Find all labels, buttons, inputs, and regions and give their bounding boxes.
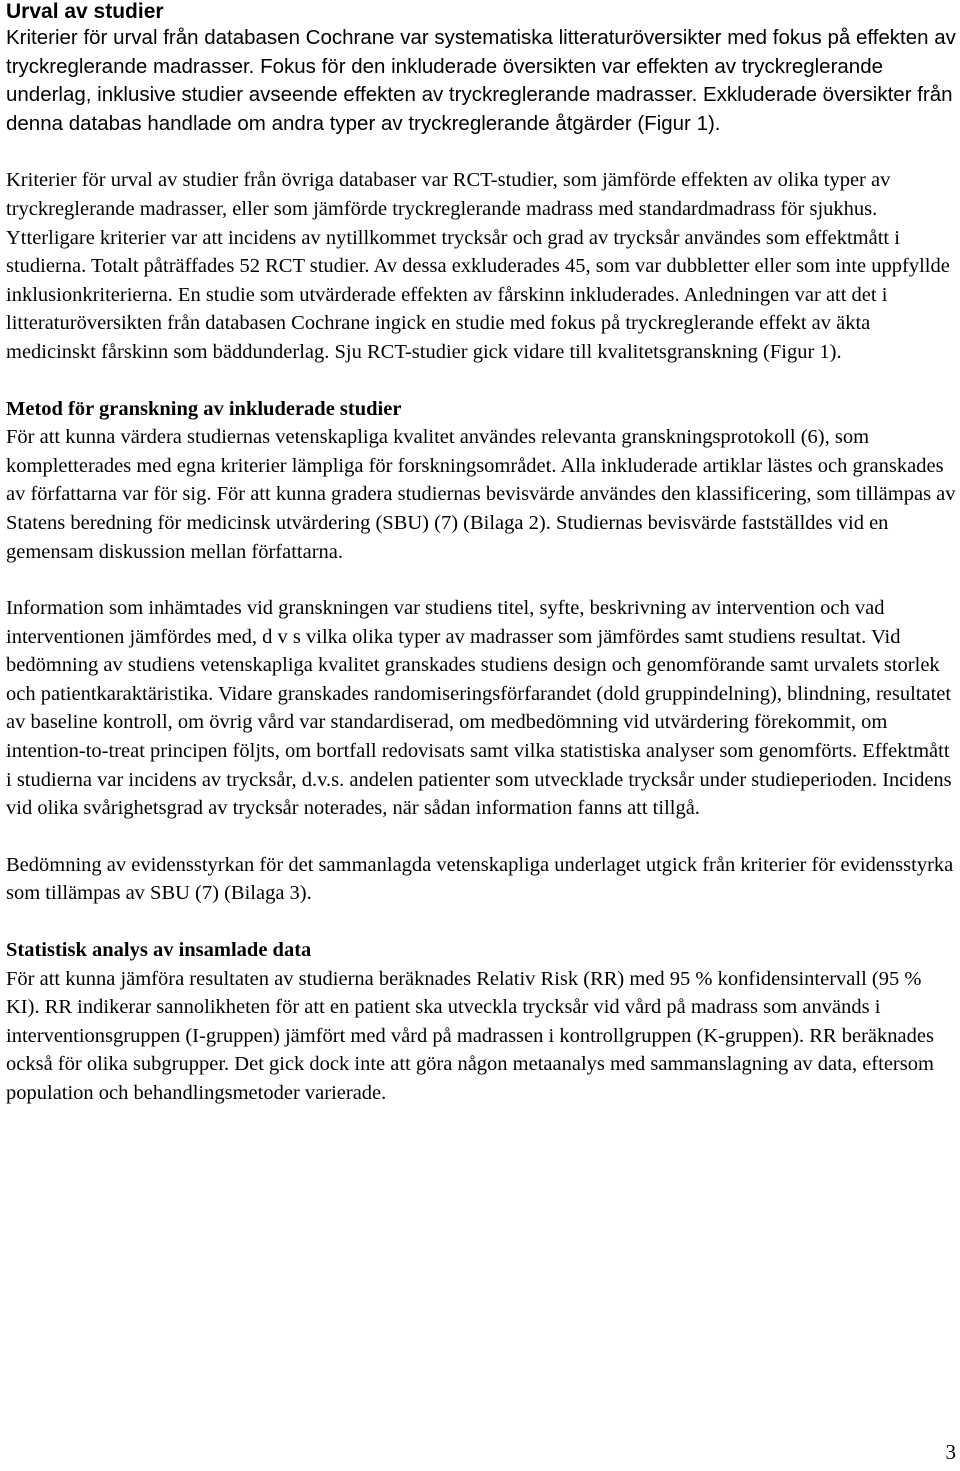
section-statistik — [6, 936, 956, 1108]
document-page — [6, 0, 956, 1108]
paragraph-urval-rct: Kriterier för urval av studier från övriga databaser var RCT-studier, som jämförde effekten av olika typer av tryckreglerande madrasser, eller som jämförde tryckreglerande madrass med standardmadrass för sjukhus. Ytterligare kriterier var att incidens av nytillkommet trycksår och grad av trycksår användes som effektmått i studierna. Totalt påträffades 52 RCT studier. Av dessa exkluderades 45, som var dubbletter eller som inte uppfyllde inklusionkriterierna. En studie som utvärderade effekten av fårskinn inkluderades. Anledningen var att det i litteraturöversikten från databasen Cochrane ingick en studie med fokus på tryckreglerande effekt av äkta medicinskt fårskinn som bäddunderlag. Sju RCT-studier gick vidare till kvalitetsgranskning (Figur 1). — [6, 169, 950, 363]
paragraph-statistik: För att kunna jämföra resultaten av studierna beräknades Relativ Risk (RR) med 95 % konfidensintervall (95 % KI). RR indikerar sannolikheten för att en patient ska utveckla trycksår vid vård på madrass som används i interventionsgruppen (I-gruppen) jämfört med vård på madrassen i kontrollgruppen (K-gruppen). RR beräknades också för olika subgrupper. Det gick dock inte att göra någon metaanalys med sammanslagning av data, eftersom population och behandlingsmetoder varierade. — [6, 967, 934, 1104]
paragraph-metod-3: Bedömning av evidensstyrkan för det sammanlagda vetenskapliga underlaget utgick från kriterier för evidensstyrka som tillämpas av SBU (7) (Bilaga 3). — [6, 853, 954, 905]
paragraph-metod-1: För att kunna värdera studiernas vetenskapliga kvalitet användes relevanta granskningsprotokoll (6), som kompletterades med egna kriterier lämpliga för forskningsområdet. Alla inkluderade artiklar lästes och granskades av författarna var för sig. För att kunna gradera studiernas bevisvärde användes den klassificering, som tillämpas av Statens beredning för medicinsk utvärdering (SBU) (7) (Bilaga 2). Studiernas bevisvärde fastställdes vid en gemensam diskussion mellan författarna. — [6, 426, 956, 563]
section-metod — [6, 395, 956, 909]
section-urval-rct — [6, 166, 956, 366]
section-heading-metod: Metod för granskning av inkluderade studier — [6, 397, 402, 420]
section-urval — [6, 0, 956, 138]
section-heading-urval: Urval av studier — [6, 0, 164, 23]
spacer — [6, 138, 956, 166]
paragraph-urval-cochrane: Kriterier för urval från databasen Cochrane var systematiska litteraturöversikter med fokus på effekten av tryckreglerande madrasser. Fokus för den inkluderade översikten var effekten av tryckreglerande underlag, inklusive studier avseende effekten av tryckreglerande madrasser. Exkluderade översikter från denna databas handlade om andra typer av tryckreglerande åtgärder (Figur 1). — [6, 26, 956, 135]
spacer — [6, 367, 956, 395]
page-number: 3 — [945, 1440, 956, 1464]
spacer — [6, 908, 956, 936]
section-heading-statistik: Statistisk analys av insamlade data — [6, 939, 312, 962]
spacer — [6, 823, 956, 851]
paragraph-metod-2: Information som inhämtades vid granskningen var studiens titel, syfte, beskrivning av intervention och vad interventionen jämfördes med, d v s vilka olika typer av madrasser som jämfördes samt studiens resultat. Vid bedömning av studiens vetenskapliga kvalitet granskades studiens design och genomförande samt urvalets storlek och patientkaraktäristika. Vidare granskades randomiseringsförfarandet (dold gruppindelning), blindning, resultatet av baseline kontroll, om övrig vård var standardiserad, om medbedömning vid utvärdering förekommit, om intention-to-treat principen följts, om bortfall redovisats samt vilka statistiska analyser som genomförts. Effektmått i studierna var incidens av trycksår, d.v.s. andelen patienter som utvecklade trycksår under studieperioden. Incidens vid olika svårighetsgrad av trycksår noterades, när sådan information fanns att tillgå. — [6, 597, 952, 820]
spacer — [6, 566, 956, 594]
